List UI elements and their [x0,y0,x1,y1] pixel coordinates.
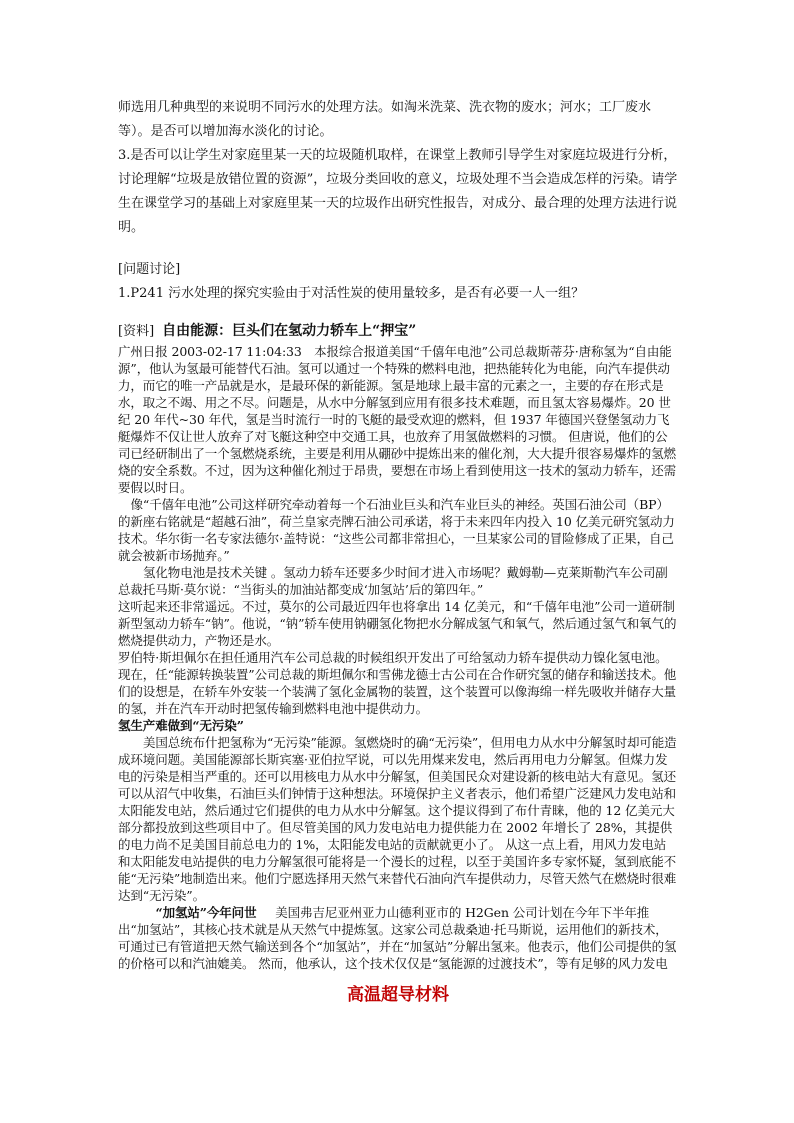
article-tag: [资料] [118,324,155,339]
article-paragraph-7-text: 美国弗吉尼亚州亚力山德利亚市的 H2Gen 公司计划在今年下半年推出“加氢站”，其核心技术就是从天然气中提炼氢。这家公司总裁桑迪·托马斯说，运用他们的新技术，可通过已有管道把天然气输送到各个“加氢站”，并在“加氢站”分解出氢来。他表示，他们公司提供的氢的价格可以和汽油媲美。 然而，他承认，这个技术仅仅是“氢能源的过渡技术”，等有足够的风力发电 [118,905,677,971]
intro-paragraph-2: 3.是否可以让学生对家庭里某一天的垃圾随机取样，在课堂上教师引导学生对家庭垃圾进行分析，讨论理解“垃圾是放错位置的资源”，垃圾分类回收的意义，垃圾处理不当会造成怎样的污染。请学生在课堂学习的基础上对家庭里某一天的垃圾作出研究性报告，对成分、最合理的处理方法进行说明。 [118,148,678,235]
article-subheading-1: 氢生产难做到“无污染” [118,718,244,733]
article-paragraph-6: 美国总统布什把氢称为“无污染”能源。氢燃烧时的确“无污染”，但用电力从水中分解氢时却可能造成环境问题。美国能源部长斯宾塞·亚伯拉罕说，可以先用煤来发电，然后再用电力分解氢。但煤力发电的污染是相当严重的。还可以用核电力从水中分解氢，但美国民众对建设新的核电站大有意见。氢还可以从沼气中收集，石油巨头们钟情于这种想法。环境保护主义者表示，他们希望广泛建风力发电站和太阳能发电站，然后通过它们提供的电力从水中分解氢。这个提议得到了布什青睐，他的 12 亿美元大部分都投放到这些项目中了。但尽管美国的风力发电站电力提供能力在 2002 年增长了 28%，其提供的电力尚不足美国目前总电力的 1%，太阳能发电站的贡献就更小了。 从这一点上看，用风力发电站和太阳能发电站提供的电力分解氢很可能将是一个漫长的过程，以至于美国许多专家怀疑，氢到底能不能“无污染”地制造出来。他们宁愿选择用天然气来替代石油向汽车提供动力，尽管天然气在燃烧时很难达到“无污染”。 [118,735,677,903]
article-paragraph-3: 氢化物电池是技术关键 。氢动力轿车还要多少时间才进入市场呢？戴姆勒—克莱斯勒汽车公司副总裁托马斯·莫尔说：“当街头的加油站都变成‘加氢站’后的第四年。” [118,565,668,597]
article-subheading-2: “加氢站”今年问世 [155,905,257,920]
footer-title: 高温超导材料 [347,985,449,1005]
discussion-header: [问题讨论] [118,262,181,277]
article-paragraph-4: 这听起来还非常遥远。不过，莫尔的公司最近四年也将拿出 14 亿美元，和“千僖年电池”公司一道研制新型氢动力轿车“钠”。他说，“钠”轿车使用钠硼氢化物把水分解成氢气和氧气，然后通过氢气和氧气的燃烧提供动力，产物还是水。 [118,599,677,648]
document-body [118,96,678,1005]
article-title-line [118,320,678,343]
article-paragraph-1: 广州日报 2003-02-17 11:04:33 本报综合报道美国“千僖年电池”公司总裁斯蒂芬·唐称氢为“自由能源”，他认为氢最可能替代石油。氢可以通过一个特殊的燃料电池，把热能转化为电能，向汽车提供动力，而它的唯一产品就是水，是最环保的新能源。氢是地球上最丰富的元素之一，主要的存在形式是水，取之不竭、用之不尽。问题是，从水中分解氢到应用有很多技术难题，而且氢太容易爆炸。20 世纪 20 年代~30 年代，氢是当时流行一时的飞艇的最受欢迎的燃料，但 1937 年德国兴登堡氢动力飞艇爆炸不仅让世人放弃了对飞艇这种空中交通工具，也放弃了用氢做燃料的习惯。 但唐说，他们的公司已经研制出了一个氢燃烧系统，主要是利用从硼砂中提炼出来的催化剂，大大提升很容易爆炸的氢燃烧的安全系数。不过，因为这种催化剂过于昂贵，要想在市场上看到使用这一技术的氢动力轿车，还需要假以时日。 [118,344,677,495]
article-paragraph-2: 像“千僖年电池”公司这样研究牵动着每一个石油业巨头和汽车业巨头的神经。英国石油公司（BP）的新座右铭就是“超越石油”，荷兰皇家壳牌石油公司承诺，将于未来四年内投入 10 亿美元研究氢动力技术。华尔街一名专家法德尔·盖特说：“这些公司都非常担心，一旦某家公司的冒险修成了正果，自己就会被新市场抛弃。” [118,497,675,563]
article-paragraph-5: 罗伯特·斯坦佩尔在担任通用汽车公司总裁的时候组织开发出了可给氢动力轿车提供动力镍化氢电池。现在，任“能源转换装置”公司总裁的斯坦佩尔和雪佛龙德士古公司在合作研究氢的储存和输送技术。他们的设想是，在轿车外安装一个装满了氢化金属物的装置，这个装置可以像海绵一样先吸收并储存大量的氢，并在汽车开动时把氢传输到燃料电池中提供动力。 [118,650,677,716]
article-paragraph-7 [118,904,678,972]
discussion-question-1: 1.P241 污水处理的探究实验由于对活性炭的使用量较多，是否有必要一人一组？ [118,286,585,301]
article-title: 自由能源：巨头们在氢动力轿车上“押宝” [162,323,417,339]
intro-paragraph-1: 师选用几种典型的来说明不同污水的处理方法。如淘米洗菜、洗衣物的废水；河水；工厂废水等）。是否可以增加海水淡化的讨论。 [118,100,652,139]
